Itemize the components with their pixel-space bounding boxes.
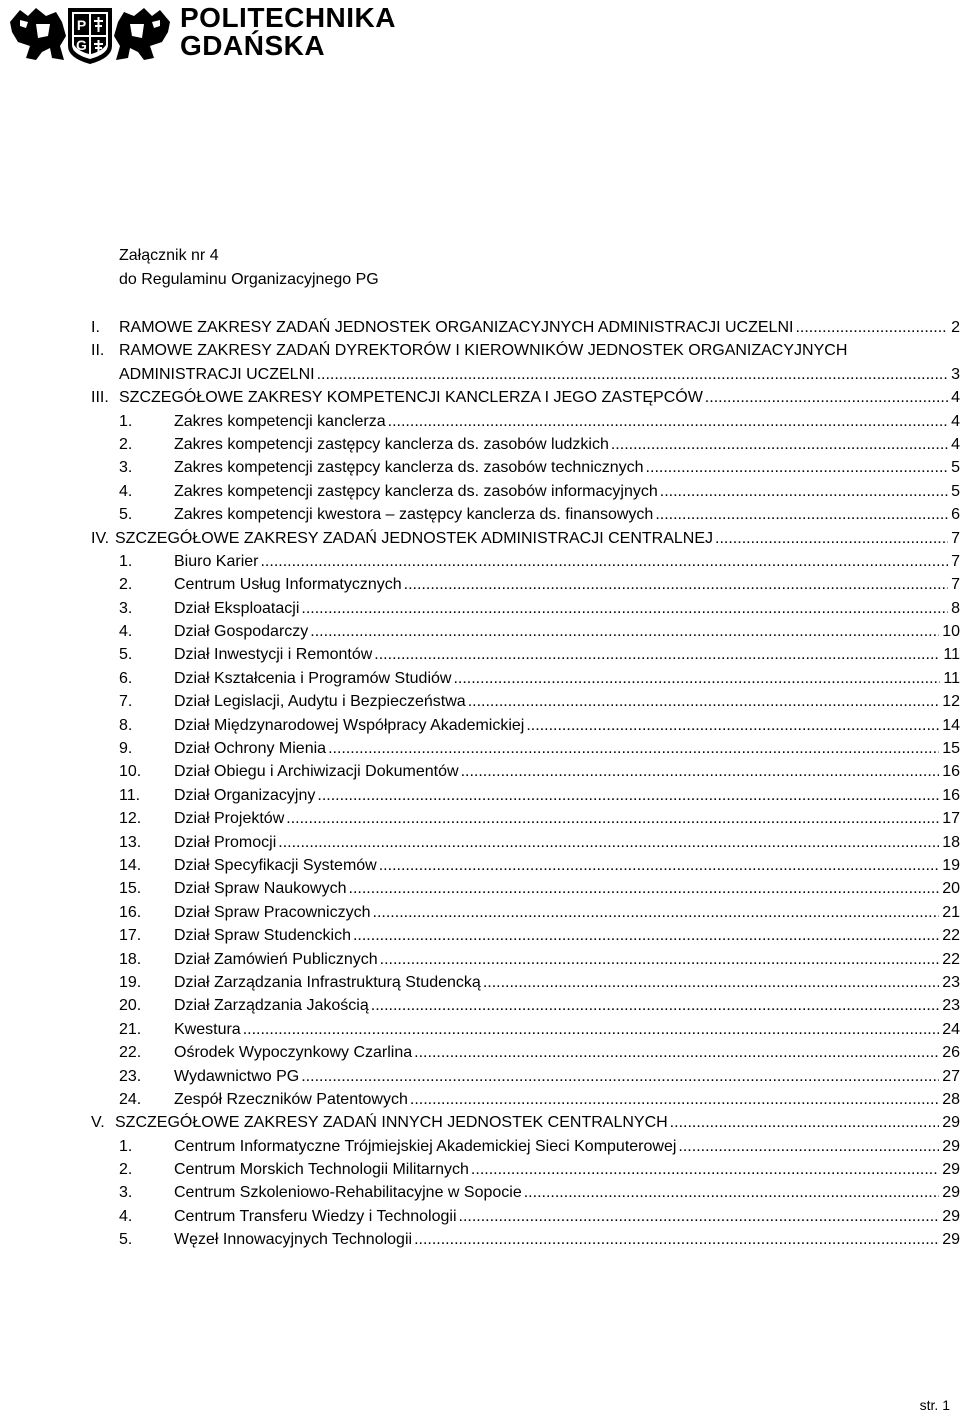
toc-entry-page: 14 xyxy=(942,716,960,734)
toc-dot-leader xyxy=(483,972,939,994)
toc-entry-number: III. xyxy=(91,389,109,407)
toc-entry-title: Centrum Transferu Wiedzy i Technologii xyxy=(174,1207,457,1225)
toc-entry-number: 2. xyxy=(119,1161,133,1179)
toc-entry[interactable] xyxy=(0,1019,960,1042)
toc-entry-title: Dział Zarządzania Infrastrukturą Studencką xyxy=(174,973,481,991)
toc-entry-title: Centrum Usług Informatycznych xyxy=(174,576,402,594)
table-of-contents xyxy=(0,317,960,1253)
toc-dot-leader xyxy=(410,1089,939,1111)
toc-entry-page: 18 xyxy=(942,833,960,851)
toc-entry-page: 19 xyxy=(942,856,960,874)
toc-dot-leader xyxy=(317,364,949,386)
toc-dot-leader xyxy=(374,644,940,666)
toc-entry-number: 4. xyxy=(119,1207,133,1225)
toc-entry[interactable] xyxy=(0,1112,960,1135)
toc-entry[interactable] xyxy=(0,1042,960,1065)
toc-entry-number: IV. xyxy=(91,529,110,547)
toc-entry-title: Centrum Szkoleniowo-Rehabilitacyjne w Sopocie xyxy=(174,1184,522,1202)
page-number: str. 1 xyxy=(919,1397,950,1413)
toc-entry-title: Zakres kompetencji kwestora – zastępcy kanclerza ds. finansowych xyxy=(174,506,654,524)
toc-dot-leader xyxy=(459,1206,940,1228)
toc-entry[interactable] xyxy=(0,668,960,691)
toc-entry-number: 5. xyxy=(119,506,133,524)
toc-entry[interactable] xyxy=(0,411,960,434)
toc-entry-number: 19. xyxy=(119,973,142,991)
attachment-line-1: Załącznik nr 4 xyxy=(119,247,219,264)
toc-entry-number: 23. xyxy=(119,1067,142,1085)
toc-dot-leader xyxy=(371,995,939,1017)
toc-entry-number: 3. xyxy=(119,599,133,617)
toc-entry[interactable] xyxy=(0,715,960,738)
toc-entry-page: 6 xyxy=(951,506,960,524)
toc-dot-leader xyxy=(611,434,948,456)
toc-entry-title: SZCZEGÓŁOWE ZAKRESY ZADAŃ JEDNOSTEK ADMINISTRACJI CENTRALNEJ xyxy=(115,529,714,547)
toc-dot-leader xyxy=(388,411,948,433)
toc-dot-leader xyxy=(260,551,948,573)
toc-entry[interactable] xyxy=(0,995,960,1018)
toc-entry[interactable] xyxy=(0,621,960,644)
toc-entry-number: 8. xyxy=(119,716,133,734)
toc-dot-leader xyxy=(670,1112,940,1134)
toc-entry-title: Węzeł Innowacyjnych Technologii xyxy=(174,1231,413,1249)
toc-entry-number: 24. xyxy=(119,1090,142,1108)
toc-dot-leader xyxy=(453,668,940,690)
toc-entry-page: 12 xyxy=(942,693,960,711)
toc-entry-page: 24 xyxy=(942,1020,960,1038)
toc-entry-title: Dział Inwestycji i Remontów xyxy=(174,646,373,664)
toc-entry-page: 16 xyxy=(942,786,960,804)
toc-dot-leader xyxy=(301,1066,939,1088)
toc-entry-page: 3 xyxy=(951,365,960,383)
toc-entry-number: 11. xyxy=(119,786,141,804)
toc-entry-title: Kwestura xyxy=(174,1020,241,1038)
toc-entry[interactable] xyxy=(0,340,960,363)
toc-entry-number: 10. xyxy=(119,763,142,781)
toc-entry-page: 15 xyxy=(942,740,960,758)
toc-entry-title: Zakres kompetencji kanclerza xyxy=(174,412,386,430)
university-name-logo xyxy=(180,4,396,60)
toc-entry-title: Dział Spraw Pracowniczych xyxy=(174,903,371,921)
toc-entry[interactable] xyxy=(0,457,960,480)
toc-entry[interactable] xyxy=(0,574,960,597)
toc-entry-title: Dział Specyfikacji Systemów xyxy=(174,856,377,874)
toc-dot-leader xyxy=(278,832,939,854)
toc-dot-leader xyxy=(414,1042,939,1064)
toc-dot-leader xyxy=(526,715,939,737)
toc-dot-leader xyxy=(646,457,949,479)
toc-entry[interactable] xyxy=(0,1182,960,1205)
toc-dot-leader xyxy=(380,949,940,971)
toc-entry-number: 7. xyxy=(119,693,133,711)
toc-entry-number: 3. xyxy=(119,1184,133,1202)
toc-dot-leader xyxy=(655,504,948,526)
toc-entry-title: SZCZEGÓŁOWE ZAKRESY KOMPETENCJI KANCLERZA I JEGO ZASTĘPCÓW xyxy=(119,389,703,407)
toc-entry-page: 23 xyxy=(942,997,960,1015)
toc-dot-leader xyxy=(353,925,939,947)
toc-entry-number: 6. xyxy=(119,669,133,687)
toc-entry[interactable] xyxy=(0,832,960,855)
toc-dot-leader xyxy=(301,598,948,620)
toc-entry-title: ADMINISTRACJI UCZELNI xyxy=(119,365,315,383)
toc-dot-leader xyxy=(414,1229,939,1251)
toc-entry[interactable] xyxy=(0,1089,960,1112)
toc-entry[interactable] xyxy=(0,1206,960,1229)
toc-entry-number: 21. xyxy=(119,1020,142,1038)
toc-dot-leader xyxy=(524,1182,939,1204)
toc-entry-number: 9. xyxy=(119,740,133,758)
toc-entry-page: 5 xyxy=(951,482,960,500)
toc-entry-page: 29 xyxy=(942,1231,960,1249)
toc-entry-page: 10 xyxy=(942,623,960,641)
toc-entry-page: 4 xyxy=(951,412,960,430)
toc-entry[interactable] xyxy=(0,738,960,761)
toc-entry-number: 4. xyxy=(119,482,133,500)
logo-line-1: POLITECHNIKA xyxy=(180,2,396,33)
toc-entry[interactable] xyxy=(0,878,960,901)
toc-entry[interactable] xyxy=(0,434,960,457)
toc-dot-leader xyxy=(404,574,948,596)
toc-entry-number: 2. xyxy=(119,576,133,594)
toc-entry[interactable] xyxy=(0,644,960,667)
toc-entry[interactable] xyxy=(0,761,960,784)
toc-entry-page: 29 xyxy=(942,1207,960,1225)
toc-entry-number: II. xyxy=(91,342,105,360)
toc-dot-leader xyxy=(373,902,940,924)
toc-dot-leader xyxy=(328,738,939,760)
toc-entry-number: 5. xyxy=(119,1231,133,1249)
toc-dot-leader xyxy=(461,761,940,783)
toc-entry-title: Dział Promocji xyxy=(174,833,277,851)
toc-entry-title: RAMOWE ZAKRESY ZADAŃ DYREKTORÓW I KIEROWNIKÓW JEDNOSTEK ORGANIZACYJNYCH xyxy=(119,342,848,360)
toc-entry-title: Dział Międzynarodowej Współpracy Akademickiej xyxy=(174,716,525,734)
toc-entry-title: Dział Ochrony Mienia xyxy=(174,740,327,758)
toc-entry[interactable] xyxy=(0,504,960,527)
toc-entry[interactable] xyxy=(0,855,960,878)
toc-entry[interactable] xyxy=(0,949,960,972)
toc-entry-number: 18. xyxy=(119,950,142,968)
toc-entry-title: Centrum Morskich Technologii Militarnych xyxy=(174,1161,469,1179)
shield-letter-p: P xyxy=(76,17,87,33)
toc-entry-page: 5 xyxy=(951,459,960,477)
toc-entry-title: Dział Kształcenia i Programów Studiów xyxy=(174,669,452,687)
shield-letter-g: G xyxy=(76,37,87,53)
toc-entry-title: Dział Gospodarczy xyxy=(174,623,309,641)
toc-entry-number: I. xyxy=(91,319,100,336)
toc-entry-title: Dział Zamówień Publicznych xyxy=(174,950,378,968)
toc-entry-title: Zespół Rzeczników Patentowych xyxy=(174,1090,408,1108)
toc-entry[interactable] xyxy=(0,551,960,574)
attachment-line-2: do Regulaminu Organizacyjnego PG xyxy=(119,271,379,288)
toc-entry-title: Dział Eksploatacji xyxy=(174,599,300,617)
toc-entry-number: 4. xyxy=(119,623,133,641)
toc-entry[interactable] xyxy=(0,691,960,714)
toc-entry-title: Dział Obiegu i Archiwizacji Dokumentów xyxy=(174,763,459,781)
toc-entry-title: Dział Organizacyjny xyxy=(174,786,316,804)
toc-entry-page: 7 xyxy=(951,552,960,570)
toc-entry[interactable] xyxy=(0,785,960,808)
toc-entry-page: 8 xyxy=(951,599,960,617)
toc-entry-number: V. xyxy=(91,1114,105,1132)
toc-entry-title: Dział Spraw Naukowych xyxy=(174,880,347,898)
toc-entry-title: Zakres kompetencji zastępcy kanclerza ds. zasobów informacyjnych xyxy=(174,482,658,500)
toc-entry[interactable] xyxy=(0,925,960,948)
toc-entry-title: Dział Zarządzania Jakością xyxy=(174,997,369,1015)
toc-entry-page: 22 xyxy=(942,927,960,945)
toc-dot-leader xyxy=(705,387,948,409)
toc-entry-title: Ośrodek Wypoczynkowy Czarlina xyxy=(174,1044,413,1062)
toc-dot-leader xyxy=(317,785,939,807)
toc-entry-page: 2 xyxy=(951,319,960,336)
toc-entry-number: 12. xyxy=(119,810,142,828)
toc-entry-number: 20. xyxy=(119,997,142,1015)
toc-entry-title: Zakres kompetencji zastępcy kanclerza ds. zasobów ludzkich xyxy=(174,435,609,453)
toc-entry-title: SZCZEGÓŁOWE ZAKRESY ZADAŃ INNYCH JEDNOSTEK CENTRALNYCH xyxy=(115,1114,668,1132)
toc-entry[interactable] xyxy=(0,902,960,925)
toc-dot-leader xyxy=(678,1136,939,1158)
toc-dot-leader xyxy=(468,691,940,713)
toc-entry-page: 11 xyxy=(943,669,960,687)
toc-entry-number: 15. xyxy=(119,880,142,898)
toc-entry-page: 17 xyxy=(942,810,960,828)
toc-entry-title: Centrum Informatyczne Trójmiejskiej Akademickiej Sieci Komputerowej xyxy=(174,1137,677,1155)
toc-entry-title: Dział Projektów xyxy=(174,810,285,828)
toc-dot-leader xyxy=(286,808,939,830)
toc-entry-number: 1. xyxy=(119,1137,133,1155)
toc-entry-title: Dział Legislacji, Audytu i Bezpieczeństwa xyxy=(174,693,466,711)
toc-dot-leader xyxy=(349,878,940,900)
toc-entry-number: 16. xyxy=(119,903,142,921)
toc-entry-page: 4 xyxy=(951,389,960,407)
toc-entry-title: Zakres kompetencji zastępcy kanclerza ds. zasobów technicznych xyxy=(174,459,644,477)
toc-entry-number: 1. xyxy=(119,552,133,570)
toc-entry[interactable] xyxy=(0,598,960,621)
toc-entry-title: Dział Spraw Studenckich xyxy=(174,927,351,945)
toc-entry[interactable] xyxy=(0,317,960,340)
toc-entry-number: 13. xyxy=(119,833,142,851)
toc-entry-number: 5. xyxy=(119,646,133,664)
attachment-note xyxy=(119,244,379,292)
toc-entry-page: 27 xyxy=(942,1067,960,1085)
toc-entry[interactable] xyxy=(0,481,960,504)
toc-entry-title: Wydawnictwo PG xyxy=(174,1067,300,1085)
toc-entry-page: 22 xyxy=(942,950,960,968)
toc-entry[interactable] xyxy=(0,364,960,387)
toc-entry[interactable] xyxy=(0,972,960,995)
toc-entry[interactable] xyxy=(0,1066,960,1089)
toc-entry-page: 11 xyxy=(943,646,960,664)
toc-dot-leader xyxy=(660,481,948,503)
toc-entry-number: 1. xyxy=(119,412,133,430)
toc-entry-number: 17. xyxy=(119,927,142,945)
toc-entry[interactable] xyxy=(0,808,960,831)
toc-dot-leader xyxy=(715,528,948,550)
toc-dot-leader xyxy=(471,1159,939,1181)
toc-entry-page: 7 xyxy=(951,529,960,547)
toc-entry-page: 29 xyxy=(942,1161,960,1179)
toc-entry-page: 20 xyxy=(942,880,960,898)
toc-entry[interactable] xyxy=(0,528,960,551)
toc-entry-page: 29 xyxy=(942,1137,960,1155)
toc-entry[interactable] xyxy=(0,1229,960,1252)
toc-entry-number: 22. xyxy=(119,1044,142,1062)
toc-entry-number: 3. xyxy=(119,459,133,477)
toc-dot-leader xyxy=(379,855,939,877)
toc-entry-page: 21 xyxy=(942,903,960,921)
toc-entry-page: 23 xyxy=(942,973,960,991)
logo-line-2: GDAŃSKA xyxy=(180,30,326,61)
toc-entry-number: 2. xyxy=(119,435,133,453)
toc-dot-leader xyxy=(795,317,948,339)
toc-entry-title: RAMOWE ZAKRESY ZADAŃ JEDNOSTEK ORGANIZACYJNYCH ADMINISTRACJI UCZELNI xyxy=(119,319,794,336)
toc-entry-page: 26 xyxy=(942,1044,960,1062)
toc-entry[interactable] xyxy=(0,1136,960,1159)
toc-entry-page: 16 xyxy=(942,763,960,781)
toc-dot-leader xyxy=(243,1019,940,1041)
document-header xyxy=(0,0,960,80)
toc-entry-page: 29 xyxy=(942,1184,960,1202)
toc-entry-title: Biuro Karier xyxy=(174,552,259,570)
toc-entry-number: 14. xyxy=(119,856,142,874)
toc-entry-page: 29 xyxy=(942,1114,960,1132)
toc-entry[interactable] xyxy=(0,387,960,410)
toc-entry-page: 4 xyxy=(951,435,960,453)
toc-dot-leader xyxy=(310,621,939,643)
toc-entry-page: 7 xyxy=(951,576,960,594)
toc-entry[interactable] xyxy=(0,1159,960,1182)
university-crest-icon xyxy=(6,2,174,64)
toc-entry-page: 28 xyxy=(942,1090,960,1108)
